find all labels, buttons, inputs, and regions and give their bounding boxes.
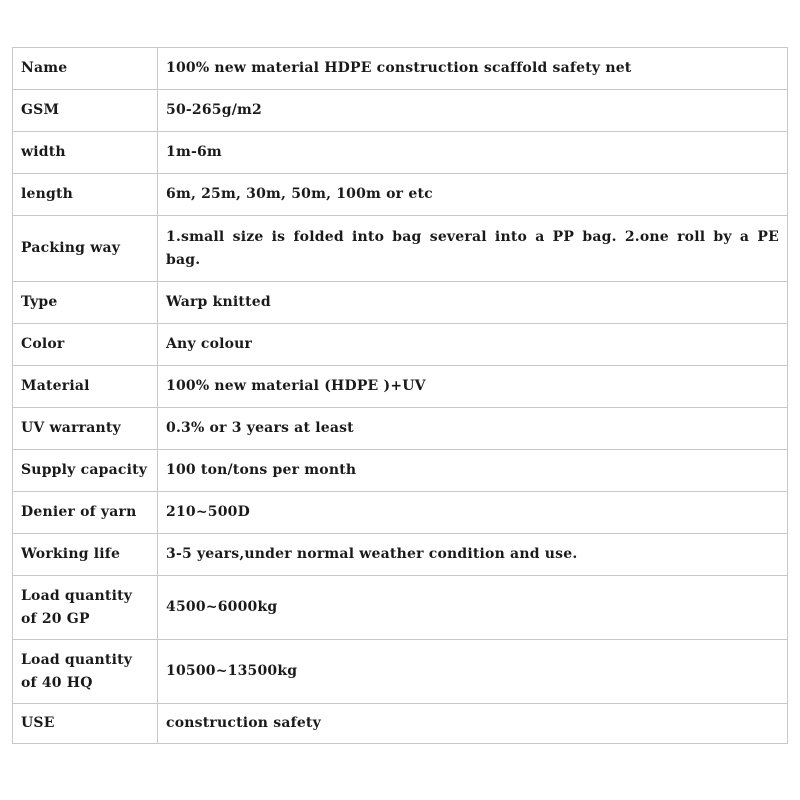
row-value: 1m-6m — [158, 132, 788, 174]
row-value: 6m, 25m, 30m, 50m, 100m or etc — [158, 174, 788, 216]
row-label: Load quantity of 40 HQ — [13, 640, 158, 704]
table-row — [13, 640, 788, 704]
row-value: 50-265g/m2 — [158, 90, 788, 132]
table-row — [13, 174, 788, 216]
table-row — [13, 576, 788, 640]
table-row — [13, 492, 788, 534]
row-value: 100% new material HDPE construction scaffold safety net — [158, 48, 788, 90]
row-label: USE — [13, 704, 158, 744]
row-value: construction safety — [158, 704, 788, 744]
spec-table — [12, 47, 788, 744]
row-value: 210~500D — [158, 492, 788, 534]
table-row — [13, 534, 788, 576]
table-row — [13, 216, 788, 282]
row-label: length — [13, 174, 158, 216]
row-value: 0.3% or 3 years at least — [158, 408, 788, 450]
table-row — [13, 450, 788, 492]
table-row — [13, 48, 788, 90]
row-value: 100 ton/tons per month — [158, 450, 788, 492]
table-row — [13, 132, 788, 174]
row-value: 10500~13500kg — [158, 640, 788, 704]
row-label: Working life — [13, 534, 158, 576]
row-label: Supply capacity — [13, 450, 158, 492]
row-label: GSM — [13, 90, 158, 132]
row-label: Material — [13, 366, 158, 408]
table-row — [13, 282, 788, 324]
row-value: 100% new material (HDPE )+UV — [158, 366, 788, 408]
row-value: Any colour — [158, 324, 788, 366]
table-row — [13, 408, 788, 450]
row-label: Load quantity of 20 GP — [13, 576, 158, 640]
table-row — [13, 704, 788, 744]
row-value: 3-5 years,under normal weather condition and use. — [158, 534, 788, 576]
row-value: 1.small size is folded into bag several into a PP bag. 2.one roll by a PE bag. — [158, 216, 788, 282]
row-label: Packing way — [13, 216, 158, 282]
row-label: UV warranty — [13, 408, 158, 450]
row-value: Warp knitted — [158, 282, 788, 324]
table-row — [13, 90, 788, 132]
row-label: Name — [13, 48, 158, 90]
table-row — [13, 324, 788, 366]
row-label: Color — [13, 324, 158, 366]
row-label: Denier of yarn — [13, 492, 158, 534]
row-value: 4500~6000kg — [158, 576, 788, 640]
row-label: width — [13, 132, 158, 174]
row-label: Type — [13, 282, 158, 324]
table-row — [13, 366, 788, 408]
